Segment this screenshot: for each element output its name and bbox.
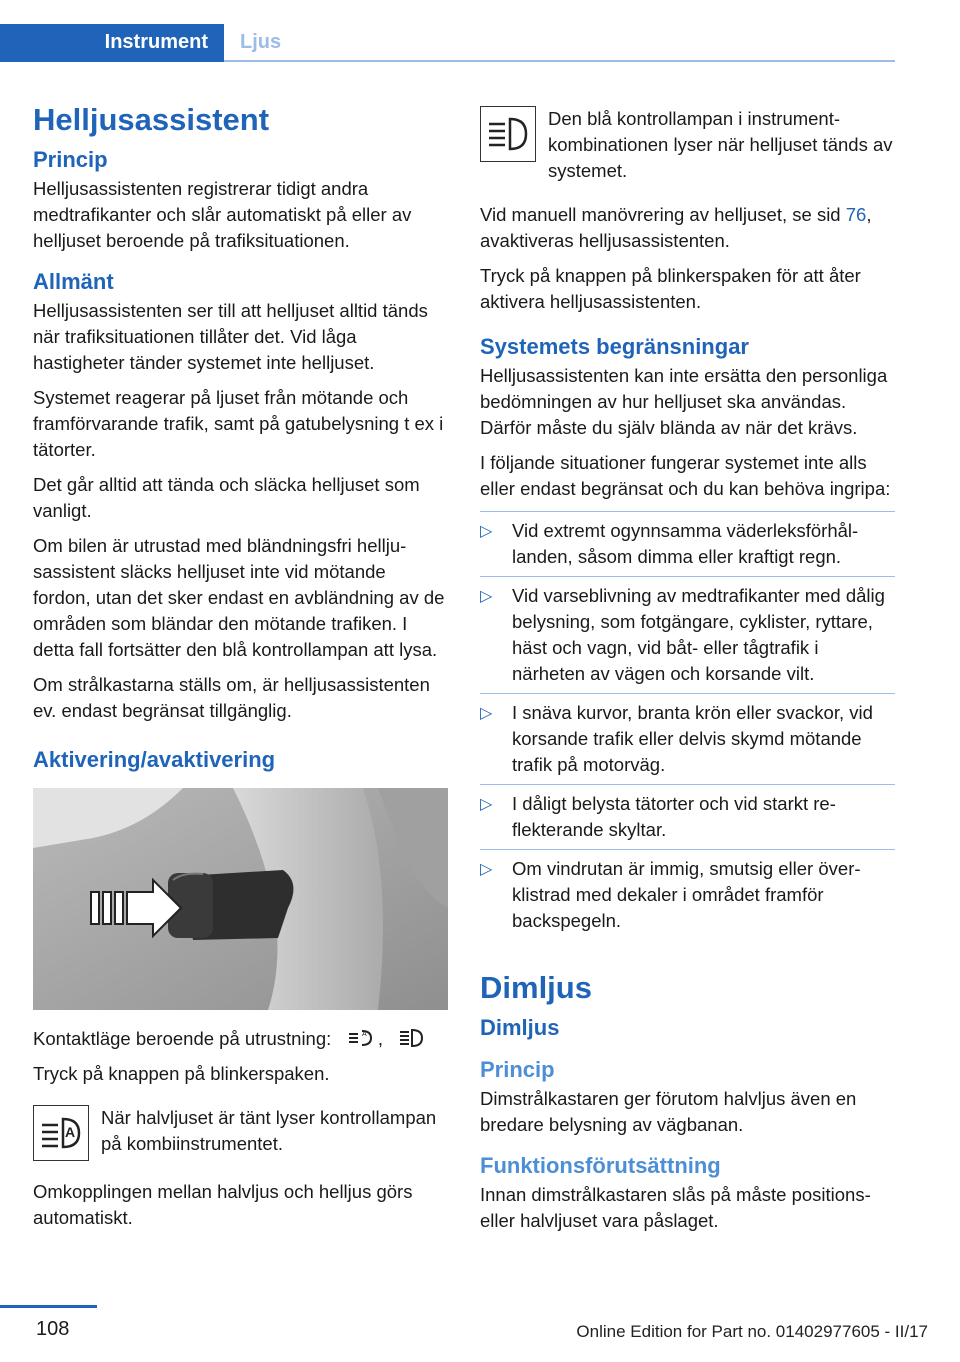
dimljus-princip-text: Dimstrålkastaren ger förutom halvljus även en bredare belysning av vägbanan. — [480, 1088, 857, 1135]
allmant-paragraph-2: Systemet reagerar på ljuset från mötande och framförvarande trafik, samt på gatubelysning t ex i tätorter. — [33, 387, 444, 460]
footer-rule — [0, 1305, 97, 1308]
princip-text: Helljusassistenten registrerar tidigt andra medtrafikanter och slår automatiskt på eller av helljuset beroende på trafiksituationen. — [33, 178, 412, 251]
limits-paragraph-2: I följande situationer fungerar systemet inte alls eller endast begränsat och du kan behöva ingripa: — [480, 452, 891, 499]
dimljus-heading: Dimljus — [480, 1015, 560, 1040]
svg-text:A: A — [65, 1124, 76, 1140]
allmant-heading: Allmänt — [33, 269, 114, 294]
bullet-triangle-icon: ▷ — [480, 523, 493, 540]
blue-lamp-note — [480, 106, 895, 184]
high-beam-indicator-icon — [486, 114, 530, 154]
left-column — [33, 100, 448, 1240]
list-item: ▷ Om vindrutan är immig, smutsig eller överklistrad med dekaler i området framför backspegeln. — [480, 858, 861, 931]
allmant-paragraph-4: Om bilen är utrustad med bländningsfri helljusassistent släcks helljuset inte vid mötande fordon, utan det sker endast en avbländning av de områden som bländar den mötande trafiken. I detta fall fortsätter den blå kontrollampan att lysa. — [33, 535, 445, 660]
turn-signal-lever-illustration — [33, 788, 448, 1010]
high-beam-indicator-box — [480, 106, 536, 162]
limitations-list — [480, 511, 895, 940]
omkoppling-text: Omkopplingen mellan halvljus och helljus görs automatiskt. — [33, 1181, 413, 1228]
allmant-paragraph-5: Om strålkastarna ställs om, är helljusassistenten ev. endast begränsat tillgänglig. — [33, 674, 430, 721]
tab-instrument-label: Instrument — [104, 31, 208, 53]
bullet-triangle-icon: ▷ — [480, 796, 493, 813]
halvljus-note-text: När halvljuset är tänt lyser kontrollampan på kombiinstrumentet. — [101, 1107, 437, 1154]
tryck-text: Tryck på knappen på blinkerspaken. — [33, 1063, 330, 1084]
forutsattning-heading: Funktionsförutsättning — [480, 1153, 721, 1178]
high-beam-assist-auto-icon — [347, 1027, 373, 1049]
auto-headlight-indicator-box — [33, 1105, 89, 1161]
allmant-paragraph-3: Det går alltid att tända och släcka helljuset som vanligt. — [33, 474, 420, 521]
chapter-tabs — [0, 24, 895, 62]
list-item: ▷ I dåligt belysta tätorter och vid starkt reflekterande skyltar. — [480, 785, 895, 850]
reactivate-text: Tryck på knappen på blinkerspaken för att åter aktivera helljusassistenten. — [480, 265, 861, 312]
list-item: ▷ Vid varseblivning av medtrafikanter med dålig belysning, som fotgängare, cyklister, ryttare, häst och vagn, vid båt- eller tågtrafik i närheten av vägen och korsande vilt. — [480, 577, 895, 694]
aktivering-heading: Aktivering/avaktivering — [33, 747, 276, 772]
allmant-paragraph-1: Helljusassistenten ser till att helljuset alltid tänds när trafiksituationen tillåter det. Vid låga hastigheter tänder systemet inte helljuset. — [33, 300, 428, 373]
right-column — [480, 100, 895, 1243]
auto-headlight-icon — [39, 1113, 83, 1153]
limits-paragraph-1: Helljusassistenten kan inte ersätta den personliga bedömningen av hur helljuset ska användas. Därför måste du själv blända av när det krävs. — [480, 365, 888, 438]
bullet-triangle-icon: ▷ — [480, 861, 493, 878]
manual-pre: Vid manuell manövrering av helljuset, se sid — [480, 204, 846, 225]
kontaktlage-separator: , — [377, 1028, 383, 1049]
tab-ljus[interactable]: Ljus — [240, 31, 282, 53]
limits-heading: Systemets begränsningar — [480, 334, 749, 359]
header-rule — [224, 60, 895, 62]
bullet-triangle-icon: ▷ — [480, 588, 493, 605]
forutsattning-text: Innan dimstrålkastaren slås på måste positions- eller halvljuset vara påslaget. — [480, 1184, 871, 1231]
dimljus-title: Dimljus — [480, 970, 592, 1005]
manual-operation-text — [480, 202, 895, 254]
kontaktlage-line — [33, 1026, 448, 1052]
halvljus-indicator-note — [33, 1105, 448, 1161]
page-title: Helljusassistent — [33, 102, 270, 137]
tab-instrument[interactable] — [0, 24, 224, 62]
manual-post: , avaktiveras helljusassistenten. — [480, 204, 872, 251]
dimljus-princip-heading: Princip — [480, 1057, 555, 1082]
list-item: ▷ I snäva kurvor, branta krön eller svackor, vid korsande trafik eller delvis skymd mötande trafik på motorväg. — [480, 694, 895, 785]
kontaktlage-text: Kontaktläge beroende på utrustning: — [33, 1028, 332, 1049]
page-number: 108 — [36, 1318, 70, 1340]
svg-text:A: A — [361, 1031, 367, 1038]
list-item: ▷ Vid extremt ogynnsamma väderleksförhållanden, såsom dimma eller kraftigt regn. — [480, 511, 895, 577]
page-76-link[interactable]: 76 — [845, 204, 867, 225]
high-beam-icon — [398, 1027, 424, 1049]
princip-heading: Princip — [33, 147, 108, 172]
blue-lamp-text: Den blå kontrollampan i instrumentkombinationen lyser när helljuset tänds av systemet. — [548, 108, 893, 181]
edition-footer: Online Edition for Part no. 01402977605 - II/17 — [576, 1322, 928, 1341]
bullet-triangle-icon: ▷ — [480, 705, 493, 722]
